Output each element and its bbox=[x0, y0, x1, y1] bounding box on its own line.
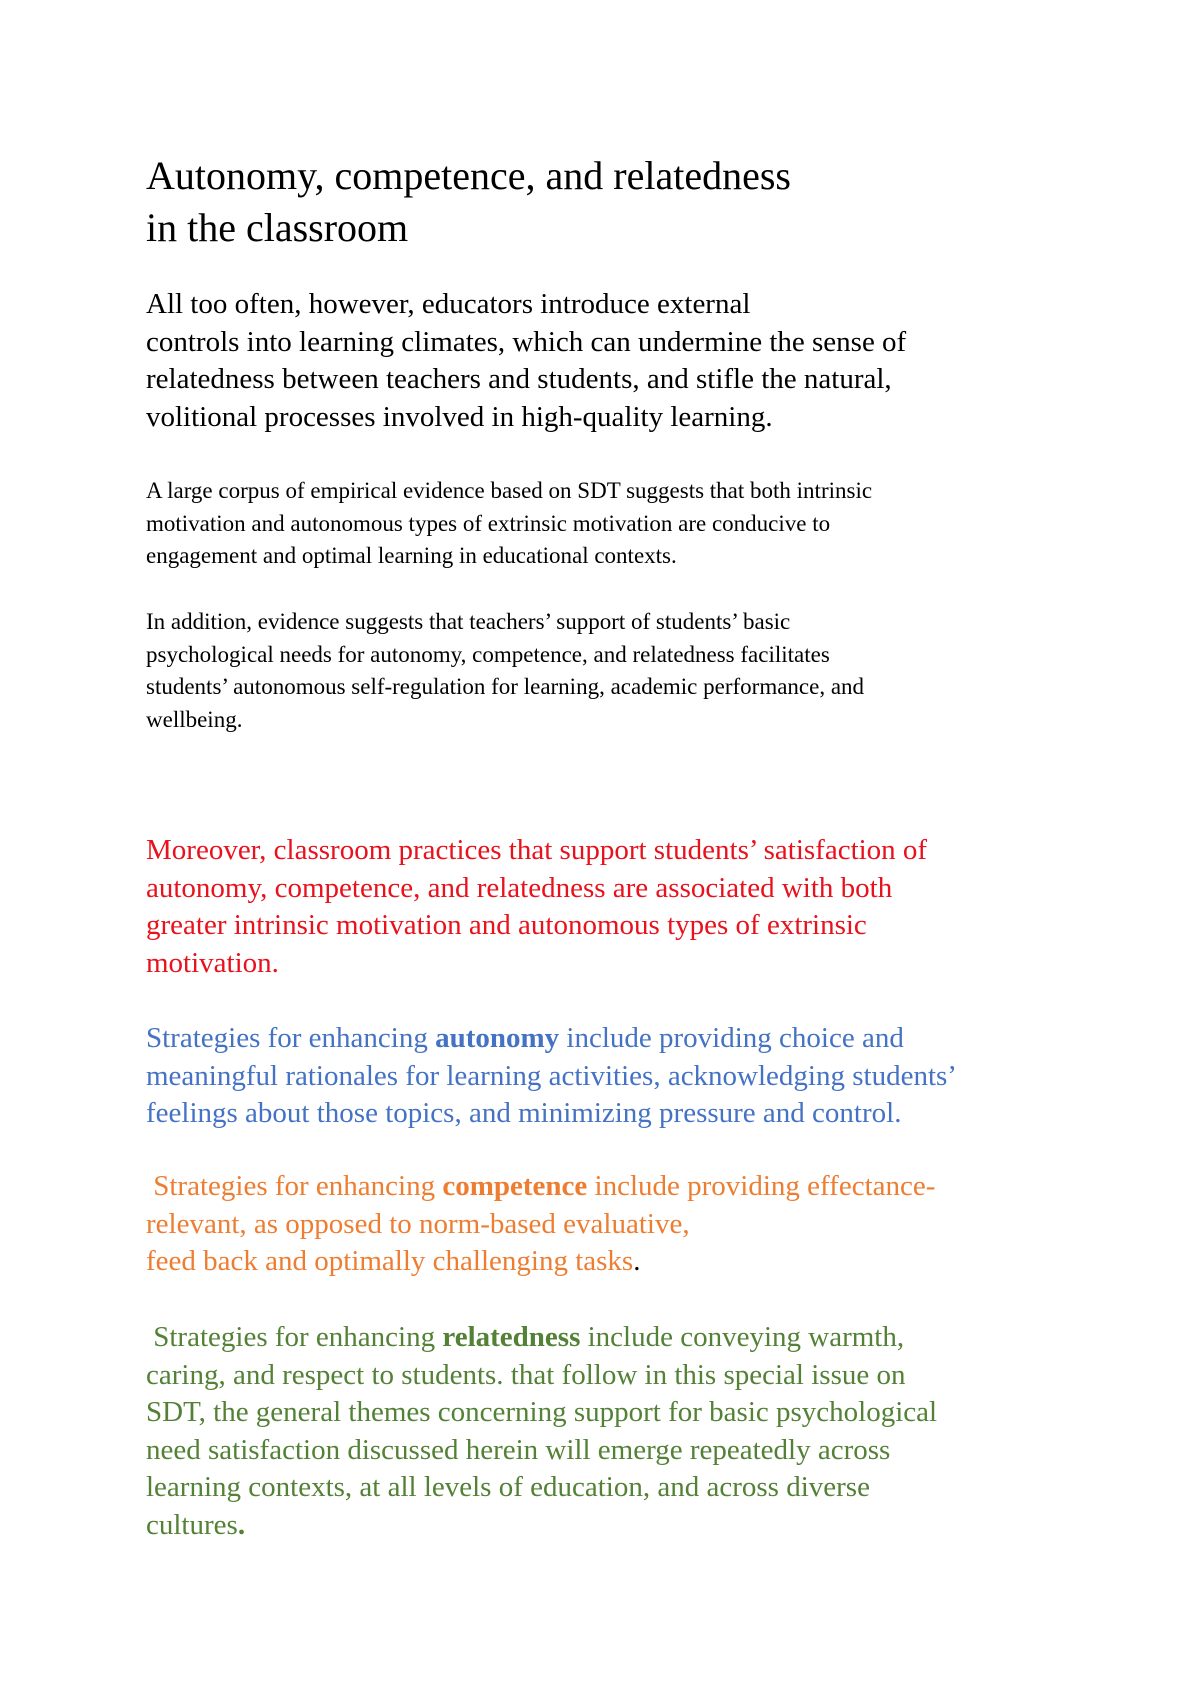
paragraph-line: feelings about those topics, and minimizing pressure and control. bbox=[146, 1097, 902, 1129]
paragraph-line: In addition, evidence suggests that teachers’ support of students’ basic bbox=[146, 609, 791, 634]
intro-paragraph bbox=[146, 286, 1086, 436]
line-text: Strategies for enhancing bbox=[146, 1321, 443, 1353]
paragraph-line: learning contexts, at all levels of education, and across diverse bbox=[146, 1471, 870, 1503]
line-text: Strategies for enhancing bbox=[146, 1022, 436, 1054]
keyword-competence: competence bbox=[442, 1170, 588, 1202]
paragraph-line: caring, and respect to students. that follow in this special issue on bbox=[146, 1358, 906, 1391]
paragraph-line: autonomy, competence, and relatedness are associated with both bbox=[146, 871, 893, 904]
paragraph-line: greater intrinsic motivation and autonomous types of extrinsic bbox=[146, 909, 867, 941]
moreover-paragraph bbox=[146, 832, 1106, 982]
paragraph-line: motivation and autonomous types of extrinsic motivation are conducive to bbox=[146, 510, 831, 536]
keyword-autonomy: autonomy bbox=[435, 1022, 560, 1054]
paragraph-line: controls into learning climates, which can undermine the sense of bbox=[146, 325, 907, 358]
relatedness-paragraph bbox=[146, 1319, 1106, 1544]
line-text: feed back and optimally challenging tasks bbox=[146, 1245, 634, 1277]
paragraph-line: relatedness between teachers and students, and stifle the natural, bbox=[146, 363, 892, 395]
paragraph-line bbox=[146, 1020, 1106, 1058]
line-text: Strategies for enhancing bbox=[146, 1170, 443, 1202]
paragraph-line bbox=[146, 1319, 1106, 1357]
addition-paragraph bbox=[146, 606, 1086, 736]
paragraph-line: Moreover, classroom practices that support students’ satisfaction of bbox=[146, 834, 928, 866]
line-text: include providing choice and bbox=[559, 1022, 904, 1054]
paragraph-line bbox=[146, 1507, 1106, 1545]
paragraph-line: motivation. bbox=[146, 946, 279, 979]
keyword-relatedness: relatedness bbox=[442, 1321, 581, 1353]
paragraph-line: meaningful rationales for learning activities, acknowledging students’ bbox=[146, 1059, 957, 1092]
paragraph-line: engagement and optimal learning in educational contexts. bbox=[146, 543, 677, 568]
paragraph-line: wellbeing. bbox=[146, 706, 243, 732]
paragraph-line: SDT, the general themes concerning support for basic psychological bbox=[146, 1396, 938, 1428]
line-text: include providing effectance- bbox=[587, 1170, 936, 1202]
line-end-period: . bbox=[633, 1245, 641, 1277]
paragraph-line: psychological needs for autonomy, competence, and relatedness facilitates bbox=[146, 641, 830, 667]
paragraph-line: need satisfaction discussed herein will emerge repeatedly across bbox=[146, 1433, 891, 1466]
paragraph-line: volitional processes involved in high-quality learning. bbox=[146, 400, 773, 433]
paragraph-line: relevant, as opposed to norm-based evaluative, bbox=[146, 1207, 690, 1240]
paragraph-line: students’ autonomous self-regulation for learning, academic performance, and bbox=[146, 674, 865, 699]
paragraph-line bbox=[146, 1168, 1106, 1206]
line-text: include conveying warmth, bbox=[580, 1321, 905, 1353]
competence-paragraph bbox=[146, 1168, 1106, 1281]
title-line: Autonomy, competence, and relatedness bbox=[146, 153, 791, 198]
line-text: cultures bbox=[146, 1508, 238, 1541]
paragraph-line bbox=[146, 1243, 1106, 1281]
title-line: in the classroom bbox=[146, 205, 409, 250]
autonomy-paragraph bbox=[146, 1020, 1106, 1133]
paragraph-line: A large corpus of empirical evidence based on SDT suggests that both intrinsic bbox=[146, 478, 873, 503]
paragraph-line: All too often, however, educators introduce external bbox=[146, 288, 751, 320]
evidence-paragraph bbox=[146, 475, 1086, 573]
line-end-period: . bbox=[237, 1508, 246, 1541]
page-title bbox=[146, 150, 1086, 254]
